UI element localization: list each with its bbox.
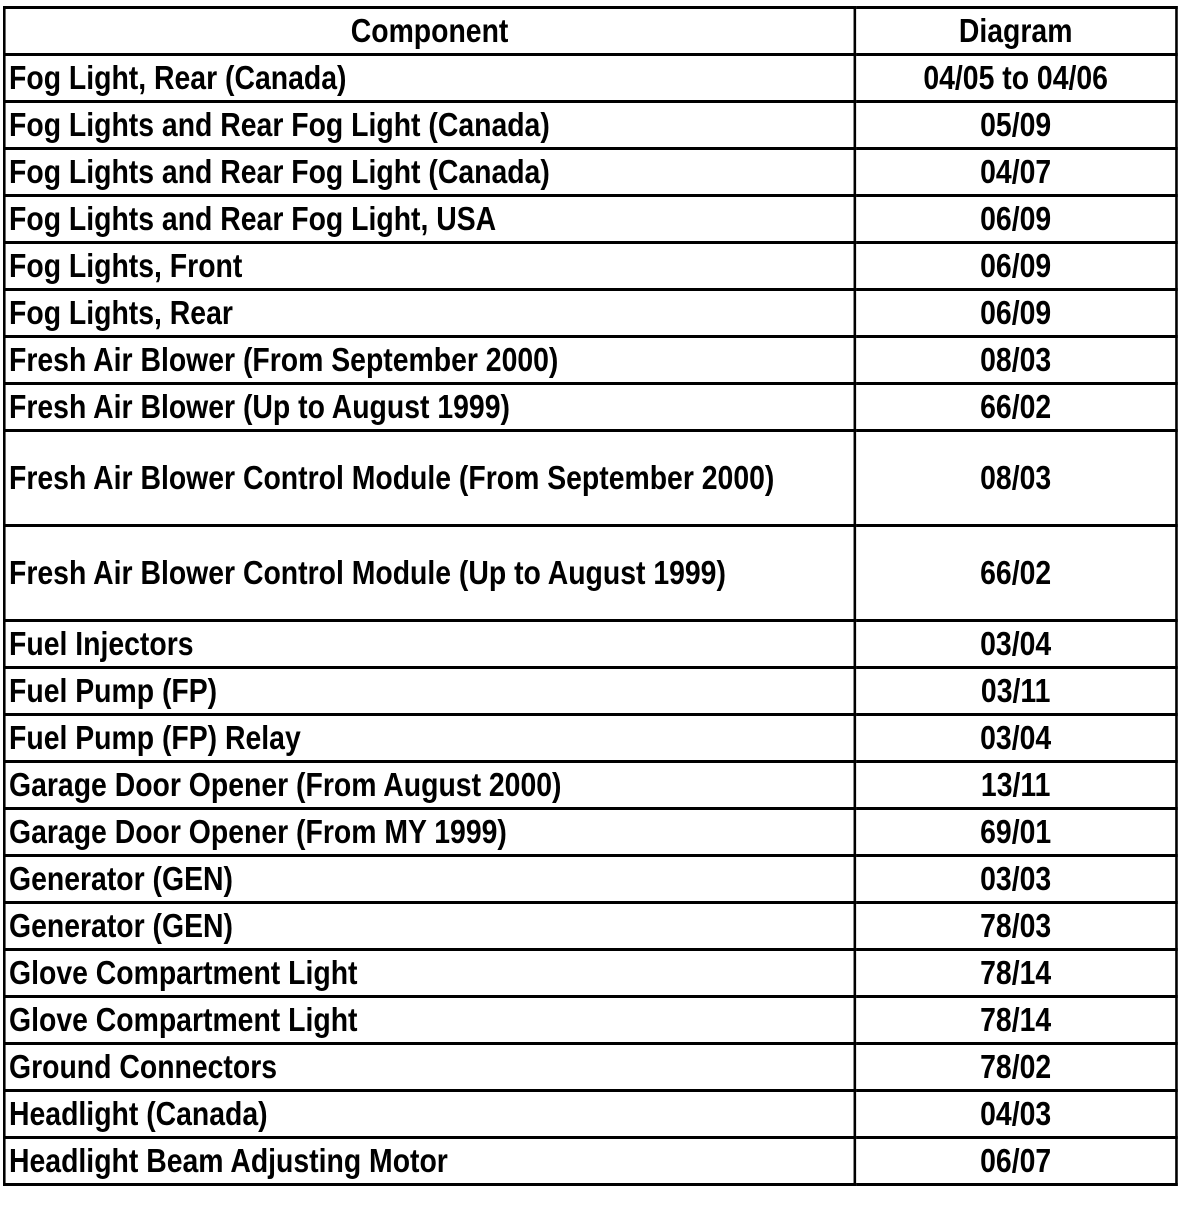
column-header-component: Component: [4, 8, 855, 55]
table-row: [4, 149, 1176, 196]
diagram-cell: 69/01: [855, 809, 1177, 856]
table-row: [4, 55, 1176, 102]
table-row: [4, 997, 1176, 1044]
table-row: [4, 1091, 1176, 1138]
component-cell: Headlight (Canada): [4, 1091, 855, 1138]
table-row: [4, 950, 1176, 997]
component-cell: Fog Lights and Rear Fog Light, USA: [4, 196, 855, 243]
diagram-cell: 78/03: [855, 903, 1177, 950]
table-row: [4, 196, 1176, 243]
table-row: [4, 668, 1176, 715]
diagram-cell: 78/14: [855, 997, 1177, 1044]
table-row: [4, 715, 1176, 762]
component-cell: Garage Door Opener (From MY 1999): [4, 809, 855, 856]
diagram-cell: 03/11: [855, 668, 1177, 715]
table-row: [4, 762, 1176, 809]
table-row: [4, 526, 1176, 621]
component-cell: Glove Compartment Light: [4, 950, 855, 997]
table-row: [4, 856, 1176, 903]
diagram-cell: 08/03: [855, 431, 1177, 526]
component-cell: Fog Lights and Rear Fog Light (Canada): [4, 149, 855, 196]
component-cell: Fresh Air Blower Control Module (From September 2000): [4, 431, 855, 526]
diagram-cell: 13/11: [855, 762, 1177, 809]
table-row: [4, 809, 1176, 856]
diagram-cell: 78/14: [855, 950, 1177, 997]
component-cell: Fog Lights, Rear: [4, 290, 855, 337]
diagram-cell: 06/09: [855, 243, 1177, 290]
diagram-cell: 04/05 to 04/06: [855, 55, 1177, 102]
component-cell: Glove Compartment Light: [4, 997, 855, 1044]
table-row: [4, 337, 1176, 384]
component-cell: Fresh Air Blower Control Module (Up to August 1999): [4, 526, 855, 621]
diagram-cell: 66/02: [855, 384, 1177, 431]
diagram-cell: 03/04: [855, 621, 1177, 668]
diagram-cell: 04/07: [855, 149, 1177, 196]
table-body: [4, 55, 1176, 1185]
component-cell: Generator (GEN): [4, 856, 855, 903]
component-cell: Fog Lights, Front: [4, 243, 855, 290]
component-cell: Fuel Pump (FP) Relay: [4, 715, 855, 762]
component-diagram-table: [3, 6, 1178, 1186]
diagram-cell: 66/02: [855, 526, 1177, 621]
diagram-cell: 06/09: [855, 196, 1177, 243]
table-row: [4, 431, 1176, 526]
table-row: [4, 243, 1176, 290]
table-row: [4, 903, 1176, 950]
diagram-cell: 04/03: [855, 1091, 1177, 1138]
table-row: [4, 290, 1176, 337]
diagram-cell: 03/03: [855, 856, 1177, 903]
table-row: [4, 1138, 1176, 1185]
diagram-cell: 03/04: [855, 715, 1177, 762]
component-cell: Garage Door Opener (From August 2000): [4, 762, 855, 809]
component-cell: Fuel Injectors: [4, 621, 855, 668]
diagram-cell: 06/09: [855, 290, 1177, 337]
component-cell: Headlight Beam Adjusting Motor: [4, 1138, 855, 1185]
diagram-cell: 08/03: [855, 337, 1177, 384]
component-cell: Fresh Air Blower (Up to August 1999): [4, 384, 855, 431]
table-row: [4, 1044, 1176, 1091]
component-cell: Fresh Air Blower (From September 2000): [4, 337, 855, 384]
diagram-cell: 05/09: [855, 102, 1177, 149]
header-row: [4, 8, 1176, 55]
component-cell: Generator (GEN): [4, 903, 855, 950]
component-cell: Fuel Pump (FP): [4, 668, 855, 715]
table-row: [4, 384, 1176, 431]
table-row: [4, 621, 1176, 668]
component-cell: Ground Connectors: [4, 1044, 855, 1091]
component-cell: Fog Light, Rear (Canada): [4, 55, 855, 102]
diagram-cell: 78/02: [855, 1044, 1177, 1091]
diagram-cell: 06/07: [855, 1138, 1177, 1185]
column-header-diagram: Diagram: [855, 8, 1177, 55]
table-row: [4, 102, 1176, 149]
component-cell: Fog Lights and Rear Fog Light (Canada): [4, 102, 855, 149]
